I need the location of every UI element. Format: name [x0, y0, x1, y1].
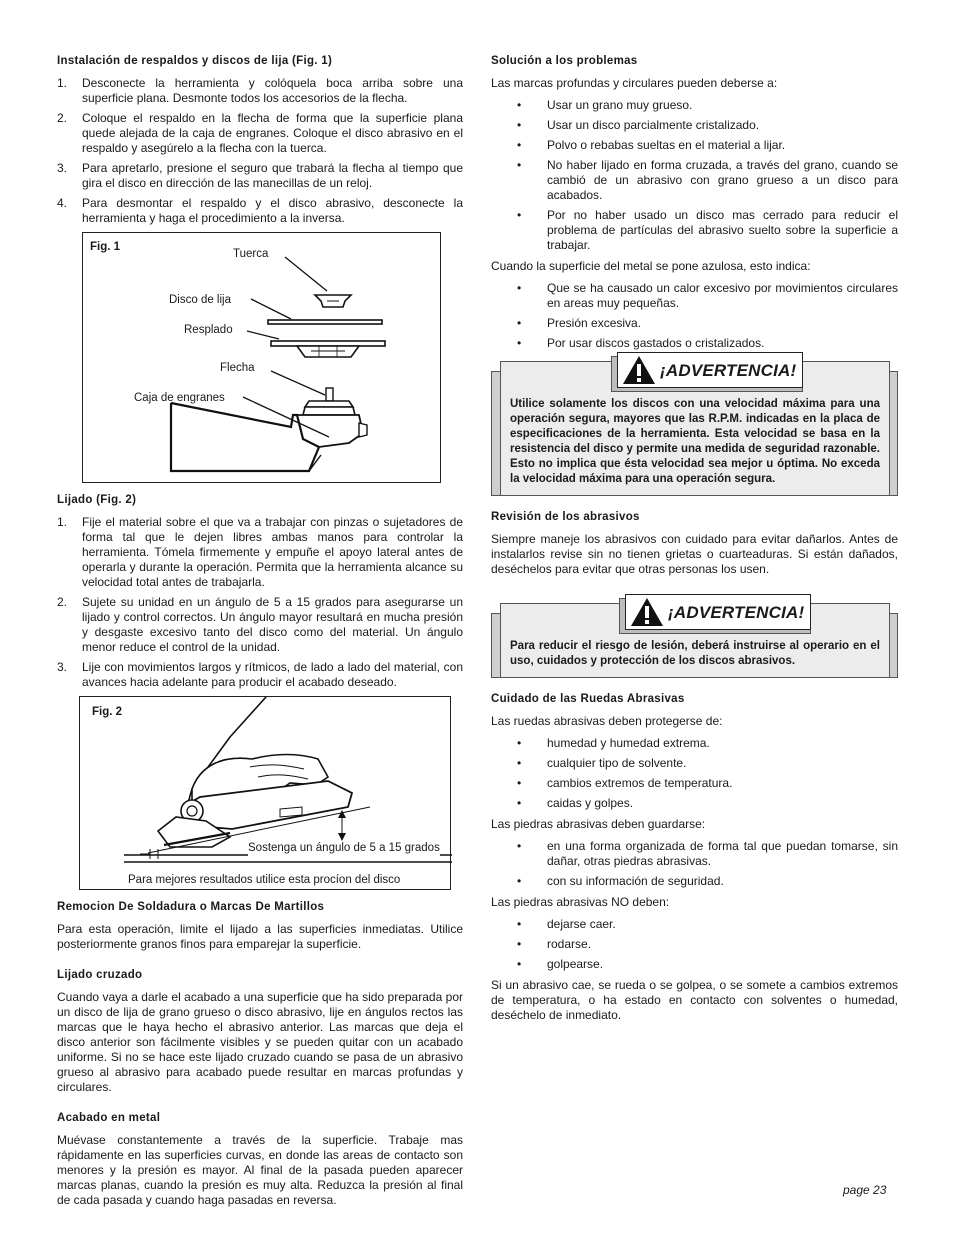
step-text: Desconecte la herramienta y colóquela boca arriba sobre una superficie plana. Desmonte todos los accesorios de la flecha. [82, 76, 463, 105]
warning-badge [611, 352, 803, 388]
lijado-steps [57, 515, 463, 690]
list-item [491, 118, 898, 133]
bullet: • [517, 316, 522, 330]
remocion-text: Para esta operación, limite el lijado a las superficies inmediatas. Utilice posteriormente granos finos para emparejar la superficie. [57, 922, 463, 951]
step-text: Para desmontar el respaldo y el disco abrasivo, desconecte la herramienta y haga el procedimiento a la inversa. [82, 196, 463, 225]
warning-label: ¡ADVERTENCIA! [660, 360, 797, 380]
step-number: 2. [57, 595, 68, 609]
bullet: • [517, 208, 522, 222]
list-item-text: cualquier tipo de solvente. [547, 756, 687, 770]
label-angle: Sostenga un ángulo de 5 a 15 grados [248, 842, 440, 854]
acabado-text: Muévase constantemente a través de la superficie. Trabaje mas rápidamente en las superficies curvas, en donde las areas de contacto son menores y la presión es mayor. Al final de la pasada pueden aparecer marcas planas, cuando la presión es muy alta. Reduzca la presión al final de cada pasada y cuando haga pasadas en reversa. [57, 1133, 463, 1207]
list-item-text: Por no haber usado un disco mas cerrado para reducir el problema de partículas del abrasivo suelto sobre la superficie a trabajar. [547, 208, 898, 252]
list-item [57, 111, 463, 156]
page-number: page 23 [843, 1183, 887, 1197]
list-item-text: golpearse. [547, 957, 604, 971]
figure-2-title: Fig. 2 [92, 706, 123, 718]
warning-badge-inner [617, 352, 803, 388]
cuidado-intro3: Las piedras abrasivas NO deben: [491, 895, 670, 909]
list-item [491, 937, 898, 952]
list-item [491, 874, 898, 889]
cuidado-heading: Cuidado de las Ruedas Abrasivas [491, 693, 685, 705]
step-number: 1. [57, 76, 68, 90]
bullet: • [517, 839, 522, 853]
bullet: • [517, 796, 522, 810]
warning-box [491, 603, 898, 678]
list-item [491, 208, 898, 253]
install-steps [57, 76, 463, 226]
list-item [57, 161, 463, 191]
cruzado-heading: Lijado cruzado [57, 969, 143, 981]
bullet: • [517, 118, 522, 132]
cuidado-list-1 [491, 736, 898, 811]
list-item [491, 917, 898, 932]
list-item [491, 839, 898, 869]
list-item-text: No haber lijado en forma cruzada, a través del grano, cuando se cambió de un abrasivo con grano grueso a un disco para acabados. [547, 158, 898, 202]
list-item [491, 98, 898, 113]
lijado-heading: Lijado (Fig. 2) [57, 494, 137, 506]
list-item [491, 316, 898, 331]
list-item-text: dejarse caer. [547, 917, 616, 931]
right-column [491, 54, 898, 1030]
list-item [491, 281, 898, 311]
cuidado-intro1: Las ruedas abrasivas deben protegerse de: [491, 714, 723, 728]
list-item-text: en una forma organizada de forma tal que puedan tomarse, sin dañar, otras piedras abrasivas. [547, 839, 898, 868]
solucion-intro: Las marcas profundas y circulares pueden deberse a: [491, 76, 778, 90]
bullet: • [517, 336, 522, 350]
label-resplado: Resplado [184, 324, 233, 336]
list-item-text: caidas y golpes. [547, 796, 634, 810]
figure-1 [82, 232, 441, 483]
list-item [491, 158, 898, 203]
list-item-text: Por usar discos gastados o cristalizados. [547, 336, 765, 350]
list-item-text: Presión excesiva. [547, 316, 642, 330]
step-number: 3. [57, 161, 68, 175]
bullet: • [517, 281, 522, 295]
list-item-text: Polvo o rebabas sueltas en el material a lijar. [547, 138, 786, 152]
list-item-text: Usar un grano muy grueso. [547, 98, 693, 112]
revision-text: Siempre maneje los abrasivos con cuidado para evitar dañarlos. Antes de instalarlos revise sin no tienen grietas o cuarteaduras. Si están dañados, deséchelos para evitar que otras personas los usen. [491, 532, 898, 576]
bullet: • [517, 937, 522, 951]
solucion-heading: Solución a los problemas [491, 55, 638, 67]
step-number: 4. [57, 196, 68, 210]
cuidado-list-2 [491, 839, 898, 889]
label-best-results: Para mejores resultados utilice esta procíon del disco [128, 874, 401, 886]
solucion-list [491, 98, 898, 253]
list-item-text: Que se ha causado un calor excesivo por movimientos circulares en areas muy pequeñas. [547, 281, 898, 310]
warning-badge [619, 594, 811, 630]
warning-panel [500, 603, 890, 678]
cuidado-list-3 [491, 917, 898, 972]
figure-1-title: Fig. 1 [90, 241, 121, 253]
list-item [57, 515, 463, 590]
revision-heading: Revisión de los abrasivos [491, 511, 640, 523]
list-item [491, 736, 898, 751]
list-item-text: cambios extremos de temperatura. [547, 776, 733, 790]
list-item-text: Usar un disco parcialmente cristalizado. [547, 118, 760, 132]
warning-panel [500, 361, 890, 496]
warning-box [491, 361, 898, 496]
figure-2-drawing [80, 697, 452, 891]
cuidado-intro2: Las piedras abrasivas deben guardarse: [491, 817, 706, 831]
bullet: • [517, 957, 522, 971]
install-heading: Instalación de respaldos y discos de lija (Fig. 1) [57, 55, 333, 67]
list-item [57, 196, 463, 226]
solucion-intro2: Cuando la superficie del metal se pone azulosa, esto indica: [491, 259, 811, 273]
warning-icon [630, 597, 664, 627]
solucion-list-2 [491, 281, 898, 351]
figure-2 [79, 696, 451, 890]
bullet: • [517, 736, 522, 750]
list-item [57, 595, 463, 655]
warning-badge-inner [625, 594, 811, 630]
bullet: • [517, 98, 522, 112]
list-item [57, 76, 463, 106]
remocion-heading: Remocion De Soldadura o Marcas De Martillos [57, 901, 325, 913]
warning-text: Para reducir el riesgo de lesión, deberá instruirse al operario en el uso, cuidados y protección de los discos abrasivos. [510, 640, 880, 667]
step-number: 1. [57, 515, 68, 529]
step-number: 2. [57, 111, 68, 125]
label-caja-de-engranes: Caja de engranes [134, 392, 225, 404]
warning-icon [622, 355, 656, 385]
bullet: • [517, 756, 522, 770]
warning-text: Utilice solamente los discos con una velocidad máxima para una operación segura, mayores que las R.P.M. indicadas en la placa de especificaciones de la herramienta. Esta velocidad se basa en la resistencia del disco y permite una medida de seguridad razonable. Esto no implica que ésta velocidad sea mejor u óptima. No exceda la velocidad máxima para una operación segura. [510, 398, 880, 485]
list-item [491, 796, 898, 811]
bullet: • [517, 776, 522, 790]
list-item [491, 756, 898, 771]
bullet: • [517, 138, 522, 152]
bullet: • [517, 874, 522, 888]
label-flecha: Flecha [220, 362, 255, 374]
list-item-text: rodarse. [547, 937, 592, 951]
step-text: Sujete su unidad en un ángulo de 5 a 15 grados para asegurarse un lijado y control correctos. Un ángulo mayor resultará en mucha presión y desgaste excesivo tanto del disco como del material. Un ángulo menor reduce el control de la unidad. [82, 595, 463, 654]
label-disco-de-lija: Disco de lija [169, 294, 231, 306]
cruzado-text: Cuando vaya a darle el acabado a una superficie que ha sido preparada por un disco de lija de grano grueso o disco abrasivo, lije en ángulos rectos las marcas que le haya hecho el abrasivo anterior. Las marcas que deja el disco anterior son fácilmente visibles y se pueden quitar con un acabado uniforme. Si no se hace este lijado cruzado cuando se pasa de un abrasivo grueso al abrasivo para acabado puede resultar en marcas profundas y circulares. [57, 990, 463, 1094]
list-item-text: humedad y humedad extrema. [547, 736, 710, 750]
warning-badge-wrap [501, 590, 889, 639]
step-text: Coloque el respaldo en la flecha de forma que la superficie plana quede alejada de la caja de engranes. Coloque el disco abrasivo en el respaldo y asegúrelo a la flecha con la tuerca. [82, 111, 463, 155]
step-text: Fije el material sobre el que va a trabajar con pinzas o sujetadores de forma tal que le dejen libres ambas manos para controlar la herramienta. Tómela firmemente y empuñe el apoyo lateral antes de operarla y durante la operación. Permita que la herramienta alcance su velocidad total antes de trabajarla. [82, 515, 463, 589]
list-item [491, 138, 898, 153]
warning-label: ¡ADVERTENCIA! [668, 602, 805, 622]
warning-badge-wrap [501, 348, 889, 397]
acabado-heading: Acabado en metal [57, 1112, 161, 1124]
step-number: 3. [57, 660, 68, 674]
left-column [57, 54, 463, 1215]
step-text: Para apretarlo, presione el seguro que trabará la flecha al tiempo que gira el disco en dirección de las manecillas de un reloj. [82, 161, 463, 190]
list-item-text: con su información de seguridad. [547, 874, 724, 888]
label-tuerca: Tuerca [233, 248, 269, 260]
bullet: • [517, 917, 522, 931]
cuidado-closing: Si un abrasivo cae, se rueda o se golpea, o se somete a cambios extremos de temperatura, o ha estado en contacto con solventes o humedad, deséchelo de inmediato. [491, 978, 898, 1022]
step-text: Lije con movimientos largos y rítmicos, de lado a lado del material, con avances hacia adelante para producir el acabado deseado. [82, 660, 463, 689]
bullet: • [517, 158, 522, 172]
list-item [491, 776, 898, 791]
figure-1-drawing [83, 233, 442, 484]
list-item [491, 957, 898, 972]
list-item [57, 660, 463, 690]
